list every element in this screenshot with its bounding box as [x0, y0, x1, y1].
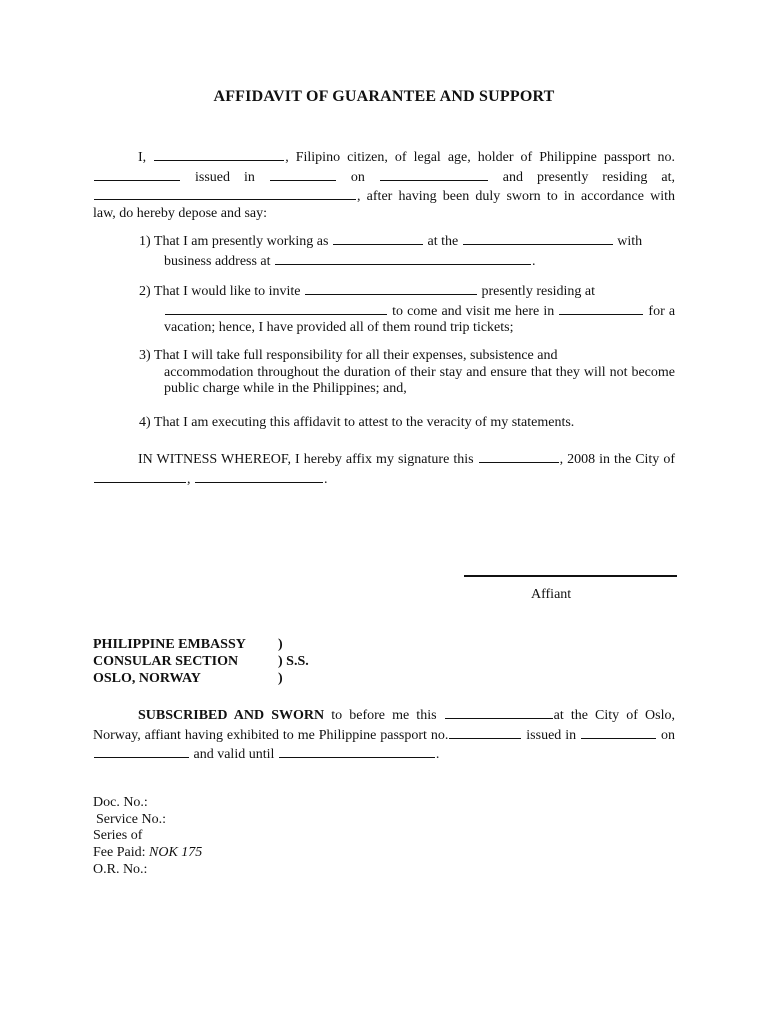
- signature-line[interactable]: [464, 575, 677, 577]
- name-blank[interactable]: [154, 147, 284, 161]
- jurat-passport-blank[interactable]: [449, 725, 521, 739]
- item-3: 3) That I will take full responsibility for all their expenses, subsistence and accommodation throughout the duration of their stay and ensure that they will not become public charge while in the Philippines; and,: [139, 348, 675, 397]
- venue-line-1: PHILIPPINE EMBASSY ): [93, 637, 283, 652]
- business-address-blank[interactable]: [275, 251, 531, 265]
- intro-paragraph: I, , Filipino citizen, of legal age, holder of Philippine passport no. issued in on and presently residing at, , after having been duly sworn to in accordance with law, do hereby depose and say:: [93, 147, 675, 223]
- signature-date-blank[interactable]: [479, 449, 559, 463]
- fee-paid-value: NOK 175: [149, 845, 203, 860]
- venue-line-2: CONSULAR SECTION ) S.S.: [93, 654, 309, 669]
- city-blank[interactable]: [94, 469, 186, 483]
- residence-blank[interactable]: [94, 186, 356, 200]
- jurat-issued-on-blank[interactable]: [94, 744, 189, 758]
- affiant-label: Affiant: [531, 587, 572, 602]
- issued-on-blank[interactable]: [380, 167, 488, 181]
- jurat-paragraph: SUBSCRIBED AND SWORN to before me this at the City of Oslo, Norway, affiant having exhibited to me Philippine passport no. issued in on and valid until .: [93, 705, 675, 764]
- doc-no: Doc. No.:: [93, 795, 148, 810]
- document-title: AFFIDAVIT OF GUARANTEE AND SUPPORT: [213, 88, 555, 105]
- issued-in-blank[interactable]: [270, 167, 336, 181]
- service-no: Service No.:: [96, 812, 166, 827]
- jurat-date-blank[interactable]: [445, 705, 553, 719]
- item-2: 2) That I would like to invite presently residing at to come and visit me here in for a vacation; hence, I have provided all of them round trip tickets;: [139, 281, 675, 337]
- visit-place-blank[interactable]: [559, 301, 643, 315]
- invitee-residence-blank[interactable]: [165, 301, 387, 315]
- jurat-issued-in-blank[interactable]: [581, 725, 656, 739]
- passport-no-blank[interactable]: [94, 167, 180, 181]
- invitee-blank[interactable]: [305, 281, 477, 295]
- occupation-blank[interactable]: [333, 231, 423, 245]
- witness-paragraph: IN WITNESS WHEREOF, I hereby affix my signature this , 2008 in the City of , .: [93, 449, 675, 488]
- fee-paid: Fee Paid: NOK 175: [93, 845, 203, 860]
- item-1: 1) That I am presently working as at the with business address at .: [139, 231, 675, 270]
- employer-blank[interactable]: [463, 231, 613, 245]
- or-no: O.R. No.:: [93, 862, 148, 877]
- jurat-valid-until-blank[interactable]: [279, 744, 435, 758]
- item-4: 4) That I am executing this affidavit to attest to the veracity of my statements.: [139, 415, 575, 430]
- venue-line-3: OSLO, NORWAY ): [93, 671, 283, 686]
- series-of: Series of: [93, 828, 143, 843]
- country-blank[interactable]: [195, 469, 323, 483]
